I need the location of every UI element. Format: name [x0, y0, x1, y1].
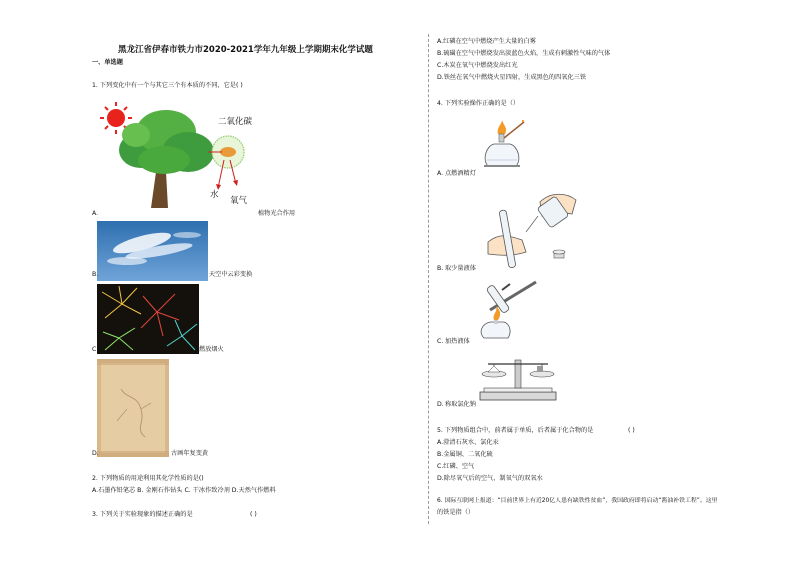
section-heading: 一、单选题	[92, 59, 123, 66]
fireworks-image	[97, 284, 199, 354]
q4-option-a-letter: A.	[437, 170, 444, 177]
q5-option-a: A.澄清石灰水、氯化汞	[437, 439, 499, 446]
q5-stem: 5. 下列物质组合中，前者属于单质，后者属于化合物的是	[437, 427, 594, 434]
q5-option-b: B.金属铜、二氧化硫	[437, 451, 493, 458]
q4-option-c-letter: C.	[437, 338, 444, 345]
q1-option-a-letter: A.	[92, 210, 99, 217]
q4-option-a-text: 点燃酒精灯	[445, 170, 476, 177]
clouds-sky-image	[97, 221, 208, 281]
q3-option-b: B.硫磺在空气中燃烧发出淡蓝色火焰，生成有刺激性气味的气体	[437, 50, 611, 57]
heating-liquid-icon	[470, 280, 542, 340]
q6-line1: 6. 国际互联网上报道：“目前世界上有近20亿人患有缺铁性贫血”，我国政府即将启动“酱油补铁工程”。这里	[437, 498, 718, 504]
q4-option-b-letter: B.	[437, 265, 444, 272]
q3-option-a: A.红磷在空气中燃烧产生大量的白雾	[437, 38, 536, 45]
q4-option-d-letter: D.	[437, 401, 444, 408]
water-label: 水	[210, 190, 219, 200]
q1-stem: 1. 下列变化中有一个与其它三个有本质的不同，它是( )	[92, 82, 243, 89]
pouring-liquid-icon	[480, 182, 580, 270]
balance-scale-icon	[478, 352, 558, 402]
q1-option-d-text: 古画年复变黄	[171, 450, 209, 457]
q2-stem: 2. 下列物质的用途利用其化学性质的是()	[92, 475, 204, 482]
q4-stem: 4. 下列实验操作正确的是（）	[437, 100, 520, 107]
q1-option-d-letter: D.	[92, 450, 99, 457]
leaf-closeup-icon	[208, 136, 244, 190]
q1-option-c-letter: C.	[92, 346, 99, 353]
co2-label: 二氧化碳	[218, 117, 253, 127]
q3-option-c: C.木炭在氧气中燃烧发出红光	[437, 62, 518, 69]
q4-option-d-text: 称取氯化钠	[445, 401, 476, 408]
page-title: 黑龙江省伊春市铁力市2020-2021学年九年级上学期期末化学试题	[118, 45, 373, 55]
q4-option-c-text: 加热液体	[445, 338, 470, 345]
q3-paren: ( )	[250, 511, 257, 518]
q3-stem: 3. 下列关于实验现象的描述正确的是	[92, 511, 193, 518]
q4-option-b-text: 取少量液体	[445, 265, 476, 272]
q1-option-a-text: 植物光合作用	[258, 210, 296, 217]
alcohol-lamp-icon	[478, 120, 526, 168]
q5-option-c: C.红磷、空气	[437, 463, 475, 470]
q1-option-c-text: 燃放烟火	[199, 346, 224, 353]
q1-option-b-letter: B.	[92, 271, 99, 278]
tree-icon	[119, 110, 214, 208]
q5-paren: ( )	[628, 427, 635, 434]
old-painting-image	[97, 359, 169, 457]
column-divider	[428, 34, 429, 524]
q1-option-b-text: 天空中云彩变换	[209, 271, 253, 278]
q6-line2: 的铁是指（）	[437, 509, 475, 516]
q3-option-d: D.铁丝在氧气中燃烧火星四射，生成黑色的四氧化三铁	[437, 74, 587, 81]
q5-option-d: D.除尽氧气后的空气、制氧气的双氧水	[437, 475, 543, 482]
oxygen-label: 氧气	[230, 196, 248, 206]
q2-options: A.石墨作铅笔芯 B. 金刚石作钻头 C. 干冰作致冷剂 D.天然气作燃料	[92, 487, 276, 494]
